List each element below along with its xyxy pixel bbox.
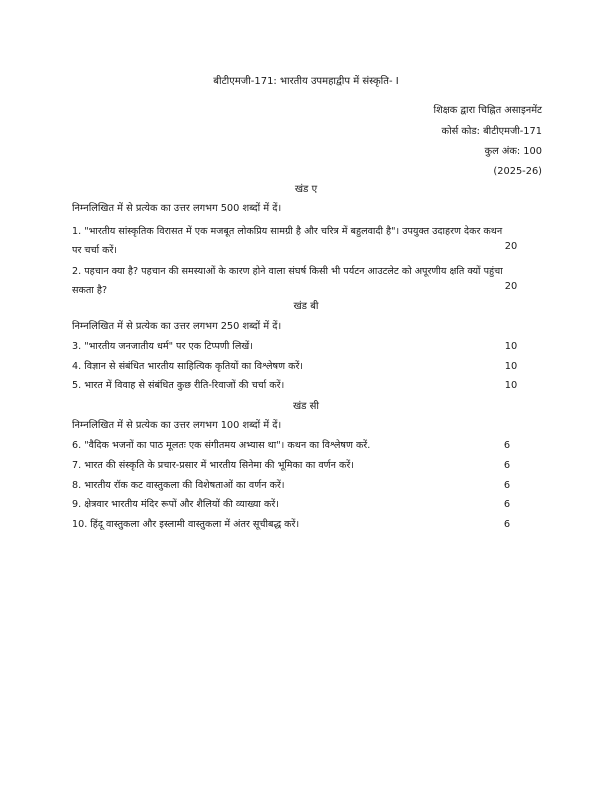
question-text: 10. हिंदू वास्तुकला और इस्लामी वास्तुकला में अंतर सूचीबद्ध करें। bbox=[72, 519, 300, 530]
section-a-heading: खंड ए bbox=[294, 184, 318, 195]
question-5 bbox=[72, 380, 512, 392]
question-text: 5. भारत में विवाह से संबंधित कुछ रीति-रिवाजों की चर्चा करें। bbox=[72, 380, 285, 391]
question-text: 2. पहचान क्या है? पहचान की समस्याओं के कारण होने वाला संघर्ष किसी भी पर्यटन आउटलेट को अपूरणीय क्षति क्यों पहुंचा सकता है? bbox=[72, 266, 503, 296]
question-6-marks: 6 bbox=[503, 440, 511, 451]
question-text: 6. "वैदिक भजनों का पाठ मूलतः एक संगीतमय अभ्यास था"। कथन का विश्लेषण करें. bbox=[72, 440, 371, 451]
question-text: 9. क्षेत्रवार भारतीय मंदिर रूपों और शैलियों की व्याख्या करें। bbox=[72, 499, 279, 510]
section-b-heading: खंड बी bbox=[293, 301, 319, 312]
question-text: 3. "भारतीय जनजातीय धर्म" पर एक टिप्पणी लिखें। bbox=[72, 341, 253, 352]
question-7 bbox=[72, 460, 512, 472]
question-9-marks: 6 bbox=[503, 499, 511, 510]
section-c-instruction: निम्नलिखित में से प्रत्येक का उत्तर लगभग 100 शब्दों में दें। bbox=[72, 420, 282, 431]
question-5-marks: 10 bbox=[504, 380, 518, 391]
document-title: बीटीएमजी-171: भारतीय उपमहाद्वीप में संस्कृति- I bbox=[213, 76, 399, 87]
question-8-marks: 6 bbox=[503, 480, 511, 491]
question-1 bbox=[72, 222, 512, 260]
question-8 bbox=[72, 480, 512, 492]
question-4-marks: 10 bbox=[504, 361, 518, 372]
assignment-type: शिक्षक द्वारा चिह्नित असाइनमेंट bbox=[433, 105, 542, 116]
question-3 bbox=[72, 341, 512, 353]
question-text: 8. भारतीय रॉक कट वास्तुकला की विशेषताओं का वर्णन करें। bbox=[72, 480, 285, 491]
question-10-marks: 6 bbox=[503, 519, 511, 530]
question-10 bbox=[72, 519, 512, 531]
question-6 bbox=[72, 440, 512, 452]
section-a-instruction: निम्नलिखित में से प्रत्येक का उत्तर लगभग 500 शब्दों में दें। bbox=[72, 203, 282, 214]
session: (2025-26) bbox=[493, 166, 542, 177]
question-3-marks: 10 bbox=[504, 341, 518, 352]
section-b-instruction: निम्नलिखित में से प्रत्येक का उत्तर लगभग 250 शब्दों में दें। bbox=[72, 321, 282, 332]
question-1-marks: 20 bbox=[504, 241, 518, 252]
question-4 bbox=[72, 361, 512, 373]
question-2 bbox=[72, 262, 512, 300]
question-7-marks: 6 bbox=[503, 460, 511, 471]
total-marks: कुल अंक: 100 bbox=[484, 146, 542, 157]
question-9 bbox=[72, 499, 512, 511]
question-2-marks: 20 bbox=[504, 281, 518, 292]
question-text: 4. विज्ञान से संबंधित भारतीय साहित्यिक कृतियों का विश्लेषण करें। bbox=[72, 361, 304, 372]
question-text: 1. "भारतीय सांस्कृतिक विरासत में एक मजबूत लोकप्रिय सामग्री है और चरित्र में बहुलवादी है"। उपयुक्त उदाहरण देकर कथन पर चर्चा करें। bbox=[72, 226, 503, 256]
course-code: कोर्स कोड: बीटीएमजी-171 bbox=[441, 126, 542, 137]
question-text: 7. भारत की संस्कृति के प्रचार-प्रसार में भारतीय सिनेमा की भूमिका का वर्णन करें। bbox=[72, 460, 354, 471]
section-c-heading: खंड सी bbox=[292, 401, 320, 412]
